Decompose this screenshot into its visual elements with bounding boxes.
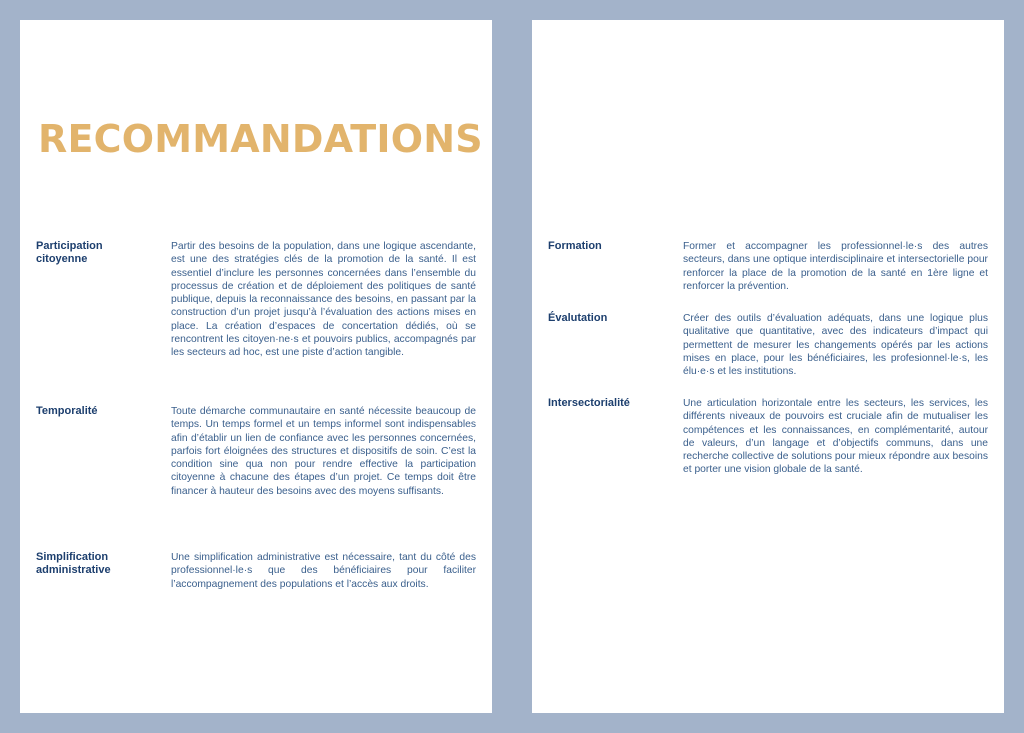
recommendation-label: Temporalité xyxy=(36,405,98,417)
recommendation-label: Simplification administrative xyxy=(36,551,111,577)
page-title: RECOMMANDATIONS xyxy=(38,117,483,161)
recommendation-text: Partir des besoins de la population, dans une logique ascendante, est une des stratégies clés de la promotion de la santé. Il est essentiel d’inclure les personnes concernées dans l’ensemble du processus de création et de déploiement des politiques de santé publique, depuis la reconnaissance des besoins, en passant par la construction d’un projet jusqu’à l’évaluation des actions mises en place. La création d’espaces de concertation dédiés, où se rencontrent les citoyen·ne·s et pouvoirs publics, accompagnés par les secteurs ad hoc, est une piste d’action tangible. xyxy=(171,241,476,359)
recommendation-text: Toute démarche communautaire en santé nécessite beaucoup de temps. Un temps formel et un temps informel sont indispensables afin d’établir un lien de confiance avec les personnes concernées, parfois fort éloignées des structures et dispositifs de soin. C’est la condition sine qua non pour rendre effective la participation citoyenne à chacune des étapes d’un projet. Ce temps doit être financer à hauteur des besoins avec des moyens suffisants. xyxy=(171,406,476,497)
recommendation-text: Former et accompagner les professionnel·le·s des autres secteurs, dans une optique interdisciplinaire et intersectorielle pour renforcer la place de la promotion de la santé en 1ère ligne et renforcer la prévention. xyxy=(683,241,988,292)
recommendation-text: Une simplification administrative est nécessaire, tant du côté des professionnel·le·s que des bénéficiaires pour faciliter l’accompagnement des populations et l’accès aux droits. xyxy=(171,552,476,590)
left-page xyxy=(20,20,492,713)
recommendation-label: Participation citoyenne xyxy=(36,240,103,266)
recommendation-text: Créer des outils d’évaluation adéquats, dans une logique plus qualitative que quantitative, avec des indicateurs d’impact qui permettent de mesurer les changements opérés par les actions mises en place, pour les bénéficiaires, les profesionnel·le·s, les élu·e·s et les institutions. xyxy=(683,313,988,378)
recommendation-label: Intersectorialité xyxy=(548,397,630,409)
recommendation-label: Formation xyxy=(548,240,602,252)
recommendation-label: Évalutation xyxy=(548,312,608,324)
recommendation-text: Une articulation horizontale entre les secteurs, les services, les différents niveaux de pouvoirs est cruciale afin de mutualiser les compétences et les connaissances, en complémentarité, autour de valeurs, d’un langage et d’objectifs communs, dans une recherche collective de solutions pour mieux répondre aux besoins et porter une vision globale de la santé. xyxy=(683,398,988,476)
right-page xyxy=(532,20,1004,713)
